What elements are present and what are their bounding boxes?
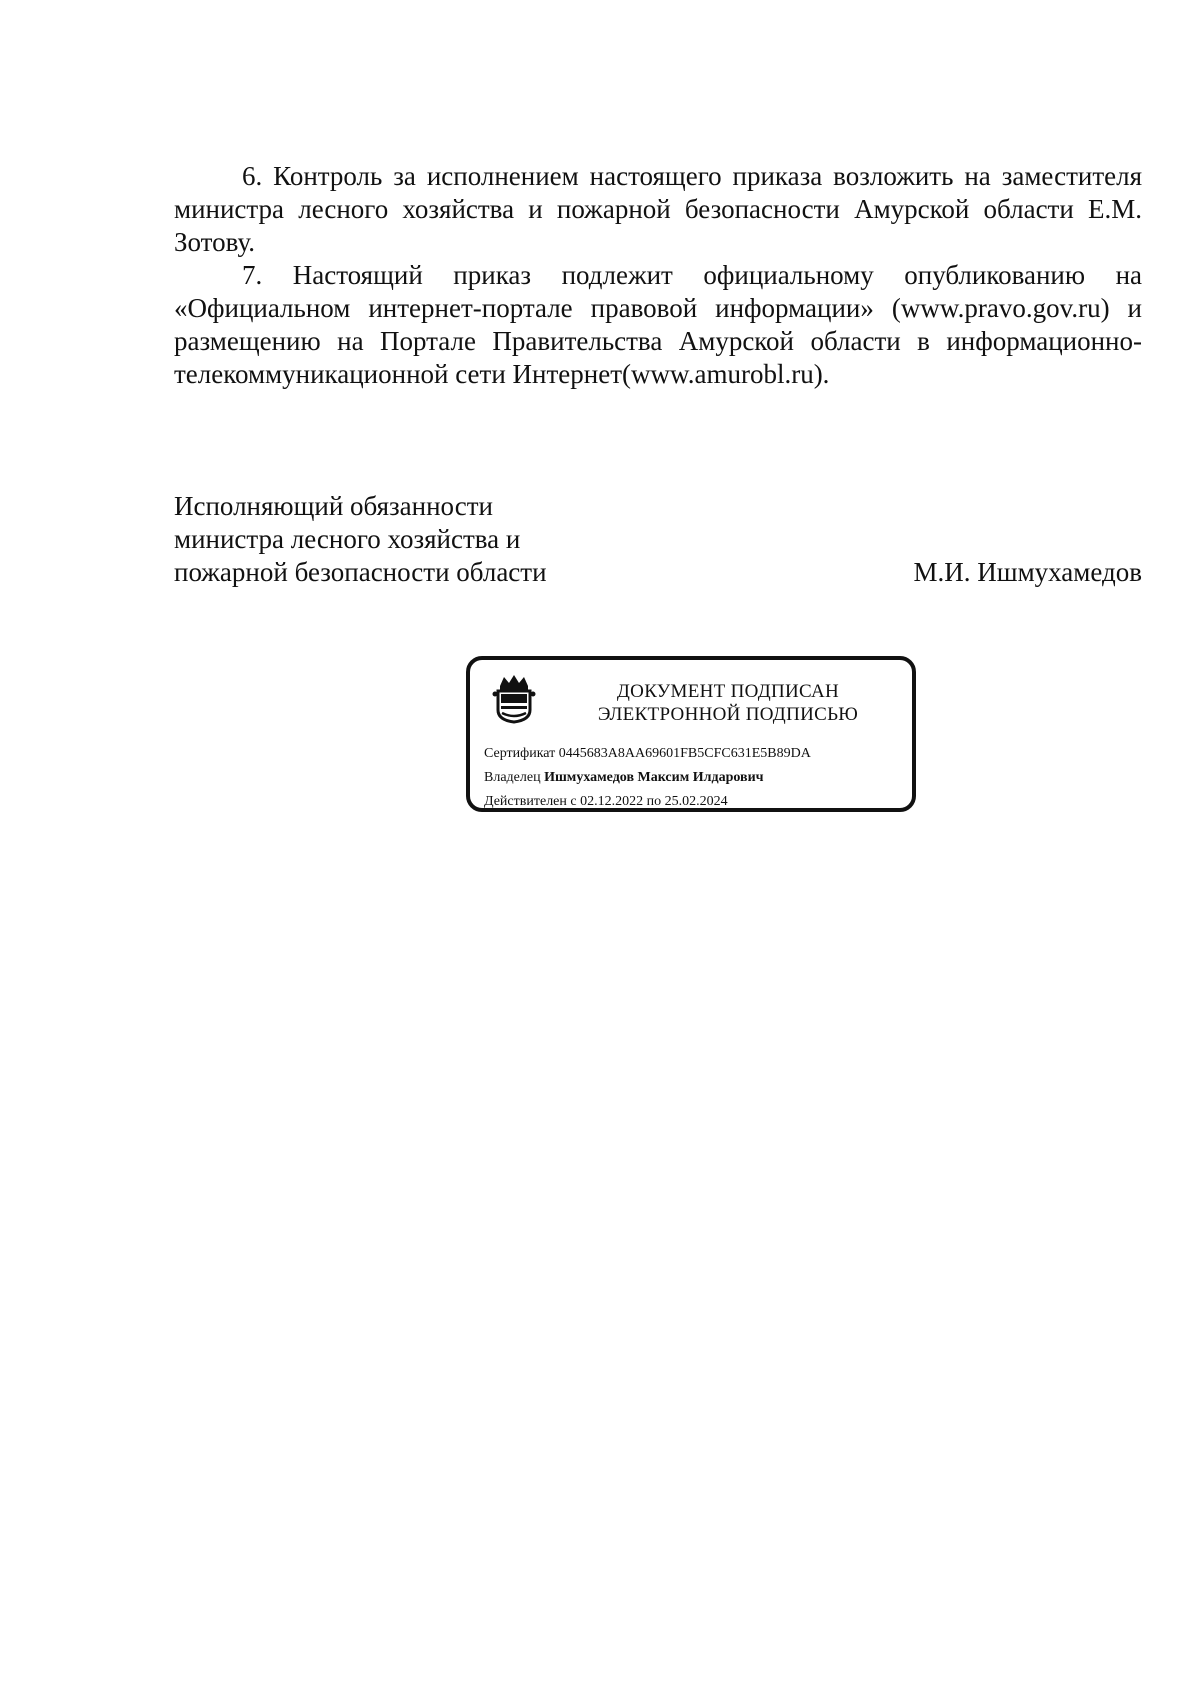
valid-to-label: по: [646, 794, 662, 809]
signatory-position-line: Исполняющий обязанности: [174, 491, 493, 521]
signatory-name: М.И. Ишмухамедов: [913, 557, 1142, 587]
signature-block: [174, 490, 1142, 589]
valid-from: 02.12.2022: [580, 794, 644, 809]
owner-label: Владелец: [484, 770, 541, 785]
stamp-details: [484, 742, 811, 814]
validity-line: [484, 790, 811, 814]
stamp-title-line: ЭЛЕКТРОННОЙ ПОДПИСЬЮ: [597, 704, 859, 725]
signatory-position-line: пожарной безопасности области: [174, 557, 547, 587]
stamp-title: [554, 680, 902, 726]
certificate-value: 0445683A8AA69601FB5CFC631E5B89DA: [558, 746, 811, 761]
valid-label: Действителен с: [484, 794, 577, 809]
electronic-signature-stamp: [466, 656, 916, 812]
stamp-title-line: ДОКУМЕНТ ПОДПИСАН: [616, 681, 840, 702]
owner-value: Ишмухамедов Максим Илдарович: [544, 770, 764, 785]
owner-line: [484, 766, 811, 790]
certificate-label: Сертификат: [484, 746, 556, 761]
paragraph-6: 6. Контроль за исполнением настоящего приказа возложить на заместителя министра лесного хозяйства и пожарной безопасности Амурской области Е.М. Зотову.: [174, 161, 1142, 257]
document-body: [174, 160, 1142, 391]
paragraph-7: 7. Настоящий приказ подлежит официальному опубликованию на «Официальном интернет-портале правовой информации» (www.pravo.gov.ru) и размещению на Портале Правительства Амурской области в информационно-телекоммуникационной сети Интернет(www.amurobl.ru).: [174, 260, 1142, 389]
coat-of-arms-icon: [492, 672, 536, 724]
valid-to: 25.02.2024: [664, 794, 728, 809]
signatory-position-line: министра лесного хозяйства и: [174, 524, 521, 554]
certificate-line: [484, 742, 811, 766]
